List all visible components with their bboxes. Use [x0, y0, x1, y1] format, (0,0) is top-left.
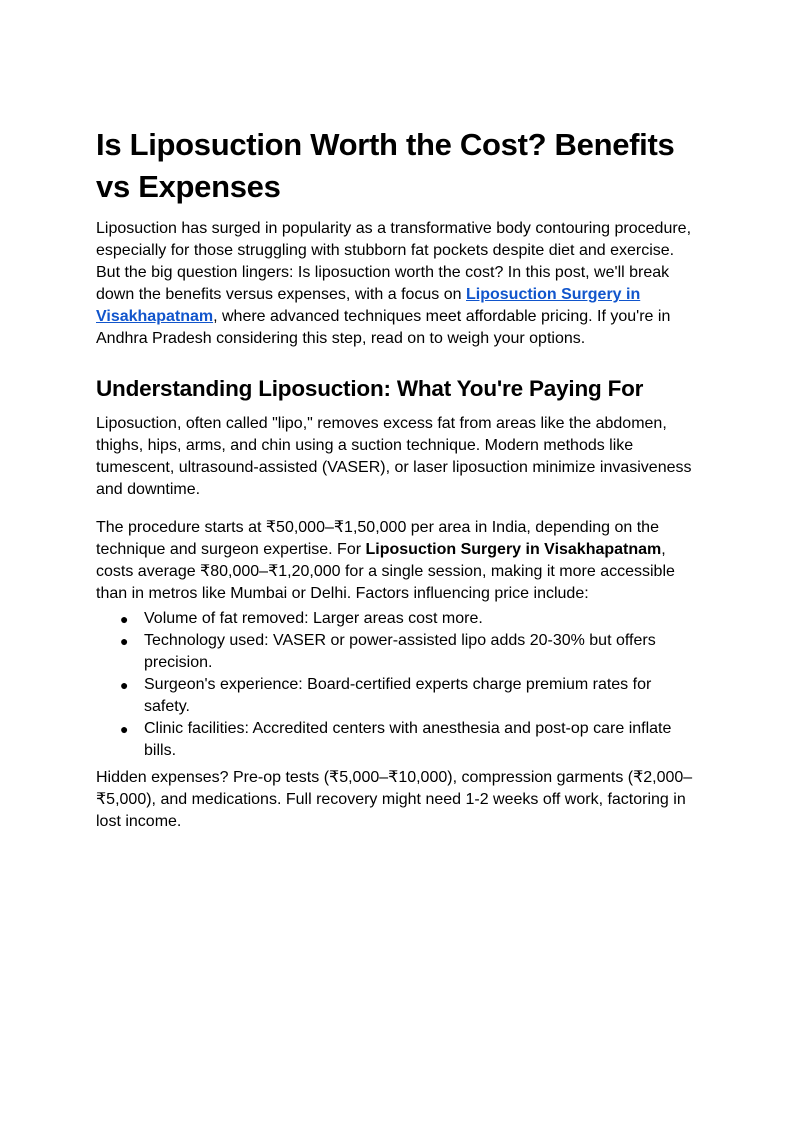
liposuction-visakhapatnam-link[interactable]: Liposuction Surgery in Visakhapatnam	[96, 286, 641, 325]
list-item	[96, 630, 699, 674]
article-title: Is Liposuction Worth the Cost? Benefits vs Expenses	[96, 127, 675, 204]
hidden-expenses-paragraph: Hidden expenses? Pre-op tests (₹5,000–₹10,000), compression garments (₹2,000–₹5,000), and medications. Full recovery might need 1-2 weeks off work, factoring in lost income.	[96, 769, 693, 830]
list-item	[96, 674, 699, 718]
intro-text-part2: , where advanced techniques meet affordable pricing. If you're in Andhra Pradesh considering this step, read on to weigh your options.	[96, 308, 671, 347]
cost-paragraph	[96, 517, 699, 605]
section-heading-understanding: Understanding Liposuction: What You're Paying For	[96, 376, 644, 401]
document-page	[96, 124, 699, 849]
list-item-text: Volume of fat removed: Larger areas cost more.	[144, 610, 483, 627]
bullet-icon: ●	[120, 633, 129, 649]
cost-text-part2: , costs average ₹80,000–₹1,20,000 for a single session, making it more accessible than in metros like Mumbai or Delhi. Factors influencing price include:	[96, 541, 675, 602]
list-item-text: Technology used: VASER or power-assisted lipo adds 20-30% but offers precision.	[144, 632, 656, 671]
list-item	[96, 608, 699, 630]
bullet-icon: ●	[120, 721, 129, 737]
list-item	[96, 718, 699, 762]
intro-text-part1: Liposuction has surged in popularity as a transformative body contouring procedure, especially for those struggling with stubborn fat pockets despite diet and exercise. But the big question lingers: Is liposuction worth the cost? In this post, we'll break down the benefits versus expenses, with a focus on	[96, 220, 692, 303]
intro-paragraph	[96, 218, 699, 350]
cost-bold-text: Liposuction Surgery in Visakhapatnam	[365, 541, 662, 558]
bullet-icon: ●	[120, 611, 129, 627]
bullet-icon: ●	[120, 677, 129, 693]
cost-text-part1: The procedure starts at ₹50,000–₹1,50,000 per area in India, depending on the technique and surgeon expertise. For	[96, 519, 659, 558]
lipo-description-paragraph: Liposuction, often called "lipo," removes excess fat from areas like the abdomen, thighs, hips, arms, and chin using a suction technique. Modern methods like tumescent, ultrasound-assisted (VASER), or laser liposuction minimize invasiveness and downtime.	[96, 415, 692, 498]
list-item-text: Surgeon's experience: Board-certified experts charge premium rates for safety.	[144, 676, 652, 715]
list-item-text: Clinic facilities: Accredited centers with anesthesia and post-op care inflate bills.	[144, 720, 672, 759]
price-factors-list	[96, 608, 699, 762]
